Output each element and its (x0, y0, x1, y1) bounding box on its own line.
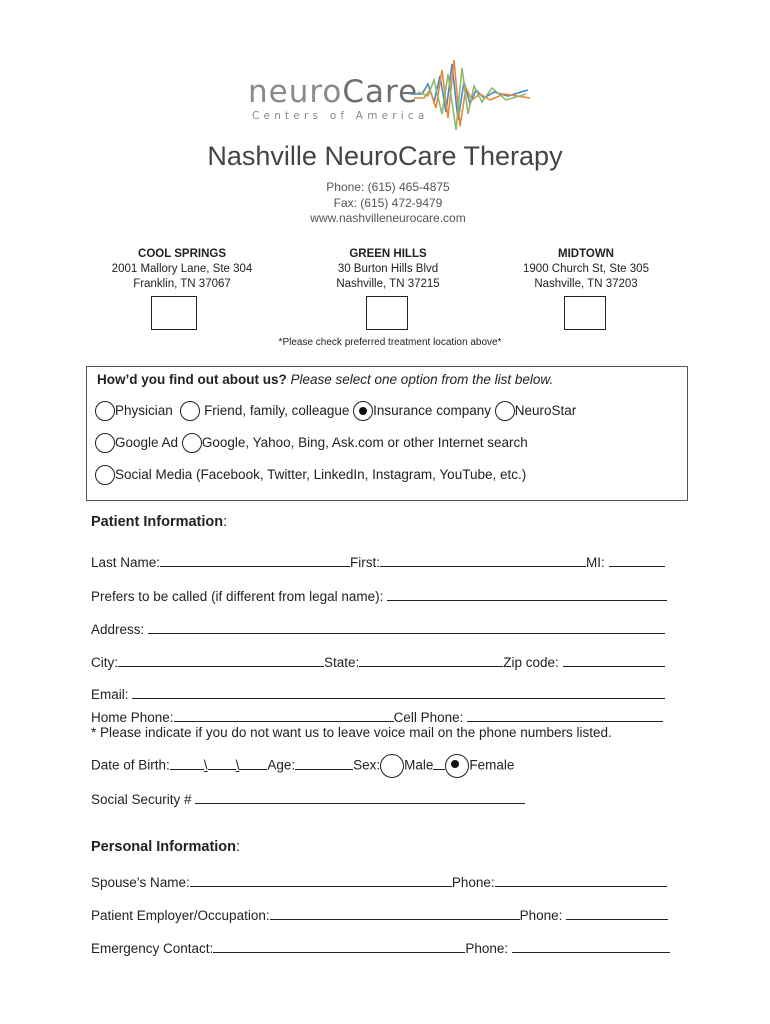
employer-phone-label: Phone: (519, 908, 563, 923)
age-label: Age: (267, 757, 296, 773)
location-street: 1900 Church St, Ste 305 (523, 263, 649, 275)
email-label: Email: (91, 687, 129, 702)
zip-label: Zip code: (503, 655, 559, 670)
male-label: Male (404, 757, 434, 773)
logo-wordmark (248, 74, 418, 110)
female-label: Female (469, 757, 515, 773)
city-label: City: (91, 655, 118, 670)
option-label: Friend, family, colleague (204, 402, 350, 418)
spouse-row (91, 873, 667, 890)
state-field[interactable] (359, 653, 503, 667)
referral-row-2 (95, 433, 528, 453)
radio-male[interactable] (380, 754, 404, 778)
dob-day-field[interactable] (208, 756, 236, 770)
location-city: Nashville, TN 37203 (534, 278, 638, 290)
voicemail-note: * Please indicate if you do not want us to leave voice mail on the phone numbers listed. (91, 725, 612, 740)
first-name-field[interactable] (380, 553, 586, 567)
address-row (91, 620, 665, 637)
option-label: Physician (115, 402, 173, 418)
logo-name-bold: Care (342, 74, 419, 110)
option-friend[interactable] (180, 403, 349, 418)
spouse-phone-field[interactable] (495, 873, 667, 887)
emergency-phone-field[interactable] (512, 939, 670, 953)
cell-phone-field[interactable] (467, 708, 663, 722)
spouse-field[interactable] (190, 873, 452, 887)
mi-field[interactable] (609, 553, 665, 567)
personal-info-heading-text: Personal Information (91, 839, 237, 855)
option-neurostar[interactable] (495, 403, 577, 418)
radio-social-media[interactable] (95, 465, 115, 485)
prefers-field[interactable] (387, 587, 667, 601)
contact-block (0, 180, 770, 227)
checkbox-green-hills[interactable] (366, 296, 408, 330)
home-phone-field[interactable] (174, 708, 394, 722)
mi-label: MI: (586, 555, 605, 570)
spouse-label: Spouse’s Name: (91, 875, 190, 890)
referral-row-1 (95, 401, 576, 421)
option-insurance[interactable] (353, 403, 491, 418)
referral-row-3 (95, 465, 526, 485)
checkbox-midtown[interactable] (564, 296, 606, 330)
radio-female[interactable] (445, 754, 469, 778)
location-city: Nashville, TN 37215 (336, 278, 440, 290)
option-label: Google Ad (115, 434, 179, 450)
home-phone-label: Home Phone: (91, 710, 174, 725)
location-name: MIDTOWN (557, 248, 614, 260)
clinic-phone: Phone: (615) 465-4875 (326, 180, 450, 194)
logo-tagline: Centers of America (252, 110, 429, 122)
city-field[interactable] (118, 653, 324, 667)
dob-separator: \ (235, 757, 240, 773)
email-field[interactable] (132, 685, 665, 699)
option-internet-search[interactable] (182, 435, 528, 450)
sex-spacer (433, 756, 445, 770)
last-name-field[interactable] (160, 553, 350, 567)
employer-row (91, 906, 668, 923)
referral-box (86, 366, 688, 501)
location-name: COOL SPRINGS (138, 248, 226, 260)
location-green-hills (298, 247, 478, 292)
zip-field[interactable] (563, 653, 665, 667)
phone-row (91, 708, 663, 725)
employer-field[interactable] (270, 906, 520, 920)
radio-insurance[interactable] (353, 401, 373, 421)
dob-separator: \ (203, 757, 208, 773)
emergency-row (91, 939, 670, 956)
employer-phone-field[interactable] (566, 906, 668, 920)
first-name-label: First: (350, 555, 381, 570)
location-midtown (496, 247, 676, 292)
dob-year-field[interactable] (239, 756, 267, 770)
email-row (91, 685, 665, 702)
location-street: 30 Burton Hills Blvd (337, 263, 439, 275)
sex-label: Sex: (353, 757, 381, 773)
clinic-title: Nashville NeuroCare Therapy (207, 141, 563, 171)
last-name-label: Last Name: (91, 555, 161, 570)
name-row (91, 553, 665, 570)
prefers-row (91, 587, 667, 604)
prefers-label: Prefers to be called (if different from legal name): (91, 589, 384, 604)
brainwave-icon (408, 54, 533, 136)
clinic-website: www.nashvilleneurocare.com (310, 211, 466, 225)
dob-row (91, 754, 514, 778)
option-label: Social Media (Facebook, Twitter, LinkedIn, Instagram, YouTube, etc.) (115, 466, 527, 482)
address-label: Address: (91, 622, 145, 637)
option-google-ad[interactable] (95, 435, 178, 450)
address-field[interactable] (148, 620, 665, 634)
ssn-row (91, 790, 525, 807)
location-city: Franklin, TN 37067 (133, 278, 231, 290)
referral-instruction: Please select one option from the list below. (290, 372, 554, 387)
option-social-media[interactable] (95, 467, 526, 482)
location-cool-springs (92, 247, 272, 292)
patient-info-heading: Patient Information: (91, 514, 228, 530)
age-field[interactable] (295, 756, 353, 770)
logo-name-light: neuro (248, 74, 343, 110)
clinic-fax: Fax: (615) 472-9479 (333, 195, 443, 210)
dob-label: Date of Birth: (91, 757, 170, 773)
location-note: *Please check preferred treatment location above* (278, 337, 502, 348)
option-physician[interactable] (95, 403, 173, 418)
patient-info-heading-text: Patient Information (91, 514, 224, 530)
option-label: NeuroStar (514, 402, 577, 418)
ssn-field[interactable] (195, 790, 525, 804)
option-label: Insurance company (373, 402, 491, 418)
dob-month-field[interactable] (170, 756, 204, 770)
radio-neurostar[interactable] (495, 401, 515, 421)
emergency-label: Emergency Contact: (91, 941, 214, 956)
radio-friend[interactable] (180, 401, 200, 421)
spouse-phone-label: Phone: (451, 875, 495, 890)
referral-question-text: How’d you find out about us? (97, 372, 287, 387)
option-label: Google, Yahoo, Bing, Ask.com or other Internet search (201, 434, 528, 450)
emergency-field[interactable] (213, 939, 465, 953)
location-street: 2001 Mallory Lane, Ste 304 (111, 263, 253, 275)
city-row (91, 653, 665, 670)
personal-info-heading: Personal Information: (91, 839, 241, 855)
radio-physician[interactable] (95, 401, 115, 421)
location-name: GREEN HILLS (349, 248, 427, 260)
referral-question (97, 372, 553, 387)
radio-internet-search[interactable] (182, 433, 202, 453)
checkbox-cool-springs[interactable] (151, 296, 197, 330)
cell-phone-label: Cell Phone: (393, 710, 464, 725)
logo (248, 72, 538, 142)
employer-label: Patient Employer/Occupation: (91, 908, 270, 923)
emergency-phone-label: Phone: (465, 941, 509, 956)
ssn-label: Social Security # (91, 792, 192, 807)
state-label: State: (324, 655, 360, 670)
radio-google-ad[interactable] (95, 433, 115, 453)
